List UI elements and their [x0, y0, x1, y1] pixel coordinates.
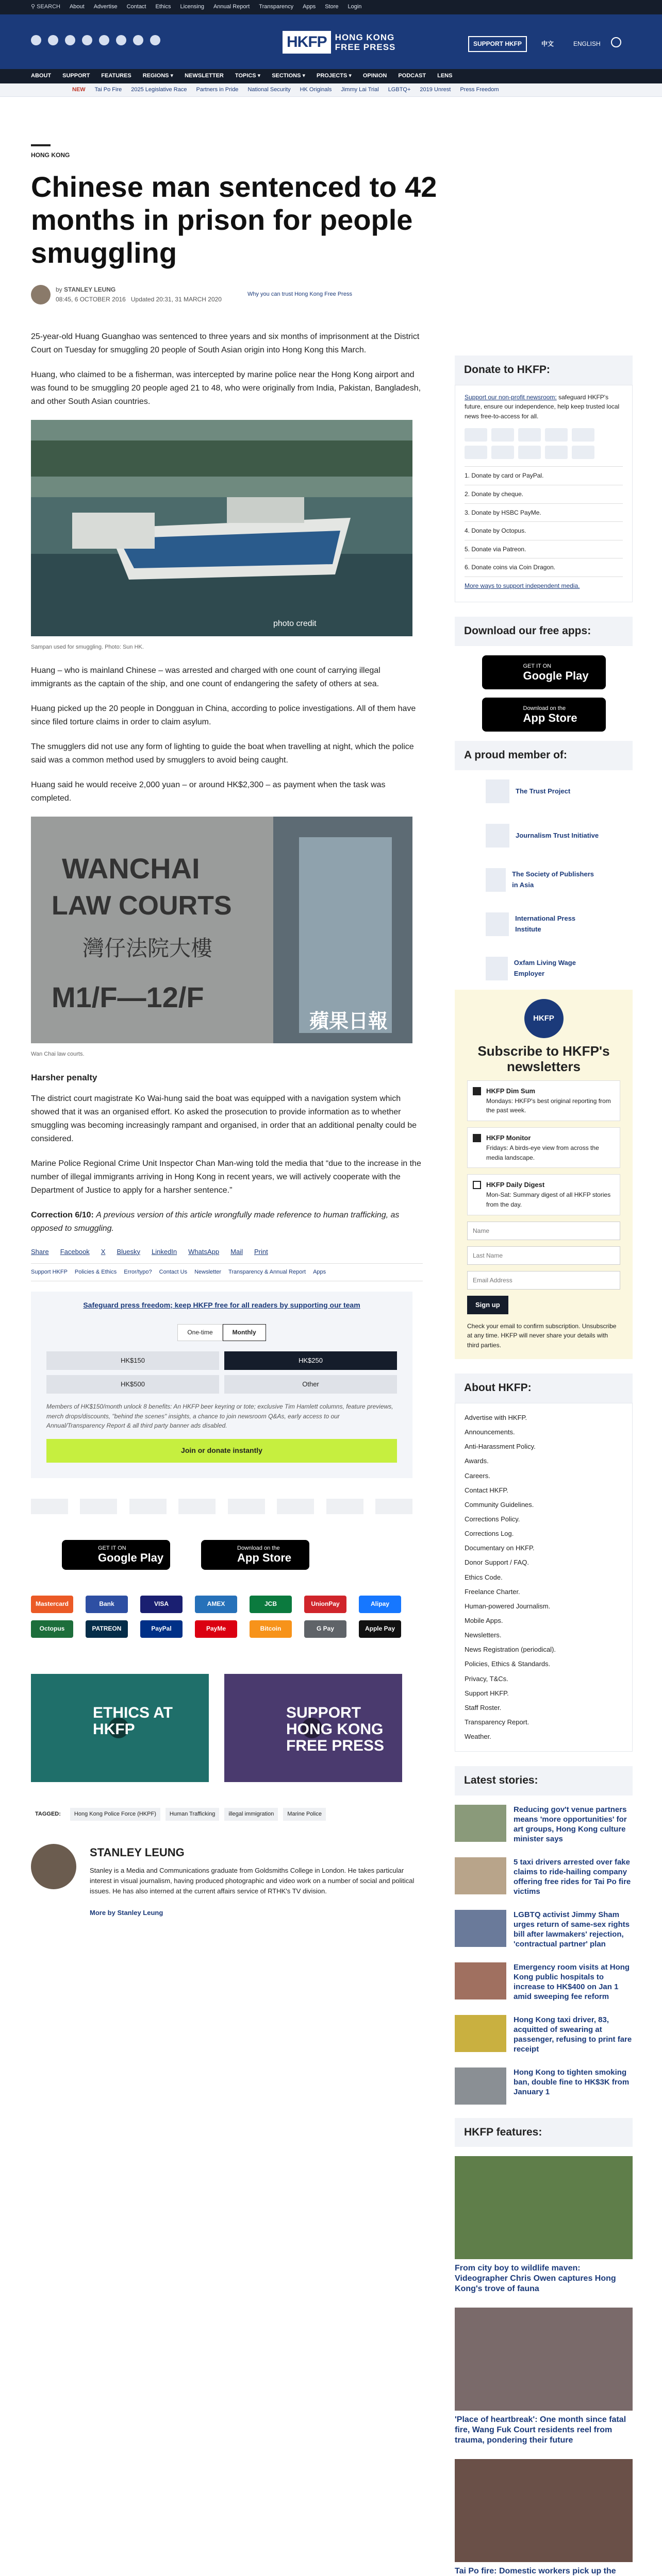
nav-about[interactable]: ABOUT — [31, 73, 52, 79]
paragraph: Huang picked up the 20 people in Dongguan in China, according to police investigations. All of them have since filed torture claims in order to claim asylum. — [31, 704, 416, 726]
article-title: Chinese man sentenced to 42 months in prison for people smuggling — [31, 170, 437, 269]
bank-icon[interactable]: Bank — [86, 1596, 128, 1613]
payme-icon[interactable]: PayMe — [195, 1620, 237, 1638]
gp-small: GET IT ON — [523, 663, 552, 669]
about-links — [455, 1403, 633, 1752]
latest-heading: Latest stories: — [455, 1766, 633, 1795]
feature-image[interactable] — [455, 2308, 633, 2411]
court-figure — [31, 817, 412, 1059]
nav-podcast[interactable]: PODCAST — [398, 73, 426, 79]
trending-link[interactable]: HK Originals — [300, 86, 332, 93]
byline-by: by — [56, 286, 62, 293]
story-title[interactable]: Hong Kong taxi driver, 83, acquitted of swearing at passenger, refusing to print fare receipt — [514, 2015, 632, 2054]
sidebar-apps — [455, 646, 633, 741]
search-icon[interactable] — [611, 37, 621, 47]
payment-logo — [491, 428, 514, 442]
tags-label: TAGGED: — [35, 1810, 61, 1817]
correction-text: A previous version of this article wrongfully made reference to human trafficking, as opposed to smuggling. — [31, 1210, 400, 1233]
sign-chinese: 灣仔法院大樓 — [82, 935, 213, 961]
app-store-row — [31, 1540, 423, 1570]
footer-link[interactable]: Contact Us — [159, 1268, 188, 1275]
top-link-login[interactable]: Login — [347, 4, 362, 10]
donate-method[interactable]: 2. Donate by cheque. — [465, 485, 623, 503]
oxfam-icon — [486, 957, 508, 980]
mastercard-icon[interactable]: Mastercard — [31, 1596, 73, 1613]
story-thumbnail[interactable] — [455, 1962, 506, 1999]
top-link-transparency[interactable]: Transparency — [259, 4, 294, 10]
partner-logo[interactable] — [178, 1499, 216, 1514]
tab-monthly[interactable]: Monthly — [223, 1324, 266, 1341]
nav-sections[interactable]: SECTIONS ▾ — [272, 73, 305, 79]
latest-stories — [455, 1805, 633, 2105]
paragraph: The district court magistrate Ko Wai-hung said the boat was equipped with a navigation system which showed that it was an organised effort. Ko asked the prosecution to provide information as to whether smuggling was becoming increasingly rampant and organised, in order that an additional penalty could be considered. — [31, 1094, 417, 1143]
about-link[interactable]: Careers. — [465, 1471, 490, 1480]
share-facebook-button[interactable]: Facebook — [60, 1247, 90, 1256]
more-ways-link[interactable]: More ways to support independent media. — [465, 577, 623, 595]
newsletter-note: Check your email to confirm subscription. Unsubscribe at any time. HKFP will never share your details with third parties. — [467, 1322, 617, 1349]
site-logo[interactable] — [283, 31, 395, 54]
donate-method[interactable]: 4. Donate by Octopus. — [465, 521, 623, 540]
lang-chinese-link[interactable]: 中文 — [541, 40, 554, 47]
about-heading: About HKFP: — [455, 1374, 633, 1403]
app-store-button[interactable] — [201, 1540, 309, 1570]
article-footer-links — [31, 1263, 423, 1281]
member-ipi[interactable] — [486, 912, 602, 936]
photo-watermark: photo credit — [273, 619, 317, 628]
footer-link[interactable]: Newsletter — [194, 1268, 222, 1275]
latest-story[interactable] — [455, 1805, 633, 1844]
donate-box — [455, 385, 633, 603]
story-title[interactable]: Reducing gov't venue partners means 'more opportunities' for art groups, Hong Kong culture minister says — [514, 1805, 627, 1843]
about-link[interactable]: Mobile Apps. — [465, 1617, 503, 1624]
story-thumbnail[interactable] — [455, 1857, 506, 1894]
about-link[interactable]: Documentary on HKFP. — [465, 1544, 535, 1552]
latest-story[interactable] — [455, 1962, 633, 2002]
sidebar-pay-logos — [465, 428, 623, 459]
video-title: SUPPORT HONG KONG FREE PRESS — [286, 1704, 385, 1754]
tag[interactable]: illegal immigration — [224, 1808, 278, 1821]
photo-caption: Sampan used for smuggling. Photo: Sun HK. — [31, 643, 144, 650]
gp-big: Google Play — [98, 1551, 164, 1565]
trending-link[interactable]: Press Freedom — [460, 86, 499, 93]
payment-logo — [518, 428, 541, 442]
nav-regions[interactable]: REGIONS ▾ — [142, 73, 174, 79]
nav-projects[interactable]: PROJECTS ▾ — [317, 73, 352, 79]
article-category[interactable]: HONG KONG — [31, 144, 51, 160]
article — [31, 98, 443, 1918]
about-link[interactable]: Weather. — [465, 1733, 491, 1741]
app-store-button[interactable] — [482, 698, 606, 732]
trending-link[interactable]: Partners in Pride — [196, 86, 239, 93]
byline — [31, 285, 443, 304]
apps-heading: Download our free apps: — [455, 617, 633, 646]
amount-option[interactable]: HK$150 — [46, 1351, 219, 1370]
member-oxfam[interactable] — [486, 957, 602, 980]
feature-image[interactable] — [455, 2156, 633, 2259]
facebook-icon[interactable] — [31, 35, 41, 45]
partner-logo[interactable] — [31, 1499, 68, 1514]
apple-pay-icon[interactable]: Apple Pay — [359, 1620, 401, 1638]
newsletter-signup — [455, 990, 633, 1360]
top-link-about[interactable]: About — [69, 4, 85, 10]
amount-other[interactable]: Other — [224, 1375, 397, 1394]
about-link[interactable]: Corrections Policy. — [465, 1515, 520, 1523]
author-bio: Stanley is a Media and Communications graduate from Goldsmiths College in London. He takes particular interest in visual journalism, having produced photographic and video work on a number of social and political issues. He has also interned at the current affairs service of RTHK's TV division. — [90, 1866, 415, 1895]
about-link[interactable]: Support HKFP. — [465, 1689, 509, 1697]
donate-method[interactable]: 3. Donate by HSBC PayMe. — [465, 503, 623, 522]
member-heading: A proud member of: — [455, 741, 633, 770]
visa-icon[interactable]: VISA — [140, 1596, 183, 1613]
about-link[interactable]: Policies, Ethics & Standards. — [465, 1660, 551, 1668]
checkbox-checked[interactable] — [473, 1134, 481, 1142]
footer-link[interactable]: Support HKFP — [31, 1268, 68, 1275]
google-play-button[interactable] — [62, 1540, 170, 1570]
story-title[interactable]: Emergency room visits at Hong Kong public hospitals to increase to HK$400 on Jan 1 amid sweeping fee reform — [514, 1962, 630, 2001]
support-hkfp-button[interactable]: SUPPORT HKFP — [468, 36, 527, 52]
story-thumbnail[interactable] — [455, 2067, 506, 2105]
main-nav — [0, 69, 662, 83]
trending-link[interactable]: LGBTQ+ — [388, 86, 411, 93]
join-button[interactable]: Join or donate instantly — [46, 1439, 397, 1463]
donate-heading: Donate to HKFP: — [455, 355, 633, 385]
patreon-icon[interactable]: PATREON — [86, 1620, 128, 1638]
updated-date: Updated 20:31, 31 MARCH 2020 — [130, 295, 222, 303]
tag-list — [31, 1808, 423, 1821]
tag[interactable]: Marine Police — [283, 1808, 326, 1821]
court-photo — [31, 817, 412, 1043]
member-label: International Press Institute — [515, 914, 576, 933]
top-link-apps[interactable]: Apps — [303, 4, 316, 10]
nav-support[interactable]: SUPPORT — [62, 73, 90, 79]
about-link[interactable]: Contact HKFP. — [465, 1486, 509, 1494]
paragraph: Huang said he would receive 2,000 yuan – or around HK$2,300 – as payment when the task was completed. — [31, 780, 386, 803]
option-name: HKFP Dim Sum — [486, 1087, 536, 1095]
nav-newsletter[interactable]: NEWSLETTER — [185, 73, 224, 79]
latest-story[interactable] — [455, 2067, 633, 2105]
member-jti[interactable] — [486, 824, 602, 848]
byline-author[interactable]: STANLEY LEUNG — [64, 286, 116, 293]
member-trust-project[interactable] — [486, 779, 602, 803]
payment-logo — [518, 446, 541, 459]
jti-icon — [486, 824, 509, 848]
payment-logo — [572, 428, 594, 442]
about-link[interactable]: Privacy, T&Cs. — [465, 1674, 508, 1683]
donate-note: Members of HK$150/month unlock 8 benefits: An HKFP beer keyring or tote; exclusive Tim Hamlett columns, feature previews, merch drops/discounts, "behind the scenes" insights, a chance to join newsroom Q&As, early access to our Annual/Transparency Report & all third party banner ads disabled. — [46, 1403, 393, 1430]
features-heading: HKFP features: — [455, 2118, 633, 2147]
about-link[interactable]: Announcements. — [465, 1428, 515, 1436]
option-name: HKFP Monitor — [486, 1133, 531, 1142]
author-box — [31, 1844, 423, 1918]
amount-option[interactable]: HK$500 — [46, 1375, 219, 1394]
payment-methods — [31, 1596, 423, 1638]
about-link[interactable]: Newsletters. — [465, 1631, 502, 1639]
newsletter-logo: HKFP — [524, 999, 564, 1038]
trending-link[interactable]: 2019 Unrest — [420, 86, 451, 93]
paragraph: The smugglers did not use any form of lighting to guide the boat when travelling at night, which the police said was a common method used by smugglers to avoid being caught. — [31, 742, 414, 765]
article-body — [31, 330, 423, 1918]
donate-card — [31, 1292, 412, 1478]
gp-big: Google Play — [523, 669, 589, 682]
publish-date: 08:45, 6 OCTOBER 2016 — [56, 295, 126, 303]
paragraph: Huang, who claimed to be a fisherman, was intercepted by marine police near the Hong Kong airport and was found to be smuggling 20 people aged 21 to 48, who were originally from India, Pakistan, Bangladesh, and other South Asian countries. — [31, 370, 421, 406]
name-input[interactable]: Name — [467, 1222, 620, 1240]
about-link[interactable]: Staff Roster. — [465, 1703, 502, 1711]
member-logos — [455, 770, 633, 990]
correction — [31, 1209, 423, 1235]
correction-label: Correction 6/10: — [31, 1210, 94, 1219]
instagram-icon[interactable] — [65, 35, 75, 45]
paragraph: 25-year-old Huang Guanghao was sentenced to three years and six months of imprisonment at the District Court on Tuesday for smuggling 20 people of South Asian origin into Hong Kong this March. — [31, 332, 420, 354]
donate-method[interactable]: 1. Donate by card or PayPal. — [465, 466, 623, 485]
donate-method[interactable]: 6. Donate coins via Coin Dragon. — [465, 558, 623, 577]
sign-line1: WANCHAI — [62, 852, 200, 885]
member-label: Journalism Trust Initiative — [516, 831, 599, 839]
share-mail-button[interactable]: Mail — [230, 1247, 243, 1256]
octopus-icon[interactable]: Octopus — [31, 1620, 73, 1638]
about-link[interactable]: Awards. — [465, 1457, 489, 1465]
subheading: Harsher penalty — [31, 1073, 97, 1083]
payment-logo — [545, 446, 568, 459]
option-desc: Fridays: A birds-eye view from across the media landscape. — [486, 1144, 599, 1161]
mail-icon[interactable] — [133, 35, 143, 45]
member-label: The Society of Publishers in Asia — [512, 870, 594, 889]
unionpay-icon[interactable]: UnionPay — [304, 1596, 346, 1613]
donate-frequency-tabs — [46, 1324, 397, 1341]
paypal-icon[interactable]: PayPal — [140, 1620, 183, 1638]
video-row — [31, 1674, 423, 1782]
x-icon[interactable] — [48, 35, 58, 45]
google-play-button[interactable] — [482, 655, 606, 689]
payment-logo — [465, 428, 487, 442]
trending-link[interactable]: Tai Po Fire — [94, 86, 122, 93]
partner-logo[interactable] — [80, 1499, 117, 1514]
trending-link[interactable]: 2025 Legislative Race — [131, 86, 187, 93]
logo-line1: HONG KONG — [335, 32, 395, 42]
author-avatar — [31, 285, 51, 304]
about-link[interactable]: News Registration (periodical). — [465, 1646, 556, 1654]
search-link[interactable]: ⚲ SEARCH — [31, 4, 60, 10]
share-label: Share — [31, 1247, 49, 1256]
nav-topics[interactable]: TOPICS ▾ — [235, 73, 261, 79]
story-thumbnail[interactable] — [455, 2015, 506, 2052]
story-title[interactable]: LGBTQ activist Jimmy Sham urges return of same-sex rights bill after lawmakers' rejection, 'contractual partner' plan — [514, 1910, 630, 1948]
partner-logo[interactable] — [375, 1499, 412, 1514]
option-desc: Mon-Sat: Summary digest of all HKFP stories from the day. — [486, 1191, 611, 1208]
jcb-icon[interactable]: JCB — [250, 1596, 292, 1613]
share-bluesky-button[interactable]: Bluesky — [117, 1247, 140, 1256]
share-x-button[interactable]: X — [101, 1247, 106, 1256]
partner-logo[interactable] — [228, 1499, 265, 1514]
trending-nav — [0, 83, 662, 97]
option-name: HKFP Daily Digest — [486, 1181, 545, 1189]
latest-story[interactable] — [455, 1857, 633, 1896]
partner-logo[interactable] — [277, 1499, 314, 1514]
about-link[interactable]: Corrections Log. — [465, 1530, 514, 1538]
share-whatsapp-button[interactable]: WhatsApp — [188, 1247, 220, 1256]
about-link[interactable]: Ethics Code. — [465, 1573, 503, 1581]
about-link[interactable]: Community Guidelines. — [465, 1500, 534, 1509]
trending-link[interactable]: Jimmy Lai Trial — [341, 86, 379, 93]
sopa-icon — [486, 868, 506, 892]
donate-methods — [465, 466, 623, 595]
boat-photo — [31, 420, 412, 636]
nav-opinion[interactable]: OPINION — [362, 73, 387, 79]
donate-intro — [465, 393, 623, 421]
tab-one-time[interactable]: One-time — [177, 1324, 222, 1341]
payment-logo — [572, 446, 594, 459]
story-thumbnail[interactable] — [455, 1805, 506, 1842]
bitcoin-icon[interactable]: Bitcoin — [250, 1620, 292, 1638]
about-link[interactable]: Anti-Harassment Policy. — [465, 1443, 536, 1451]
donate-method[interactable]: 5. Donate via Patreon. — [465, 540, 623, 558]
as-big: App Store — [237, 1551, 292, 1565]
about-link[interactable]: Human-powered Journalism. — [465, 1602, 551, 1610]
youtube-icon[interactable] — [99, 35, 109, 45]
footer-link[interactable]: Policies & Ethics — [74, 1268, 117, 1275]
story-title[interactable]: 5 taxi drivers arrested over fake claims to ride-hailing company offering free rides for Tai Po fire victims — [514, 1857, 631, 1896]
trust-link[interactable]: Why you can trust Hong Kong Free Press — [247, 291, 352, 298]
signup-button[interactable]: Sign up — [467, 1296, 508, 1314]
footer-link[interactable]: Error/typo? — [124, 1268, 152, 1275]
amount-option-selected[interactable]: HK$250 — [224, 1351, 397, 1370]
partner-logo[interactable] — [326, 1499, 363, 1514]
alipay-icon[interactable]: Alipay — [359, 1596, 401, 1613]
checkbox[interactable] — [473, 1181, 481, 1189]
member-label: The Trust Project — [516, 787, 571, 795]
partner-logos — [31, 1499, 412, 1514]
payment-logo — [465, 446, 487, 459]
feature-title[interactable]: From city boy to wildlife maven: Videographer Chris Owen captures Hong Kong's trove of fauna — [455, 2264, 616, 2294]
newsletter-option[interactable] — [467, 1174, 620, 1215]
checkbox-checked[interactable] — [473, 1087, 481, 1095]
nav-features[interactable]: FEATURES — [101, 73, 131, 79]
ipi-icon — [486, 912, 509, 936]
feature-image[interactable] — [455, 2459, 633, 2562]
photo-caption: Wan Chai law courts. — [31, 1051, 85, 1058]
sidebar — [455, 355, 633, 2576]
newsletter-option[interactable] — [467, 1127, 620, 1168]
share-bar — [31, 1247, 423, 1257]
as-small: Download on the — [237, 1545, 280, 1552]
trust-project-icon — [486, 779, 509, 803]
nav-lens[interactable]: LENS — [437, 73, 453, 79]
top-link-ethics[interactable]: Ethics — [155, 4, 171, 10]
google-pay-icon[interactable]: G Pay — [304, 1620, 346, 1638]
logo-mark: HKFP — [283, 31, 331, 54]
social-icons — [31, 35, 160, 45]
gp-small: GET IT ON — [98, 1545, 126, 1552]
donate-intro-link[interactable]: Support our non-profit newsroom: — [465, 393, 557, 401]
footer-link[interactable]: Transparency & Annual Report — [228, 1268, 306, 1275]
tag[interactable]: Human Trafficking — [166, 1808, 219, 1821]
footer-link[interactable]: Apps — [313, 1268, 326, 1275]
donate-intro-text: safeguard HKFP's future, ensure our independence, help keep trusted local news free-to-access for all. — [465, 393, 620, 420]
masthead — [0, 14, 662, 69]
video-support[interactable] — [224, 1674, 402, 1782]
video-ethics[interactable] — [31, 1674, 209, 1782]
donate-title[interactable]: Safeguard press freedom; keep HKFP free for all readers by supporting our team — [83, 1300, 360, 1309]
feature-title[interactable]: 'Place of heartbreak': One month since fatal fire, Wang Fuk Court residents reel from trauma, pondering their future — [455, 2415, 626, 2445]
newsletter-option[interactable] — [467, 1080, 620, 1121]
story-title[interactable]: Hong Kong to tighten smoking ban, double fine to HK$3K from January 1 — [514, 2067, 630, 2096]
top-link-licensing[interactable]: Licensing — [180, 4, 204, 10]
features-list — [455, 2156, 633, 2576]
paragraph: Marine Police Regional Crime Unit Inspector Chan Man-wing told the media that “due to the increase in the number of illegal immigrants arriving in Hong Kong in recent years, we will actively cooperate with the Department of Justice to apply for a harsher sentence.” — [31, 1159, 421, 1195]
feature-title[interactable]: Tai Po fire: Domestic workers pick up the — [455, 2567, 616, 2576]
email-input[interactable]: Email Address — [467, 1271, 620, 1290]
logo-line2: FREE PRESS — [335, 42, 396, 52]
member-sopa[interactable] — [486, 868, 602, 892]
as-big: App Store — [523, 711, 577, 724]
share-linkedin-button[interactable]: LinkedIn — [152, 1247, 177, 1256]
logo-text — [335, 32, 396, 52]
top-link-annual-report[interactable]: Annual Report — [213, 4, 250, 10]
amex-icon[interactable]: AMEX — [195, 1596, 237, 1613]
payment-logo — [491, 446, 514, 459]
payment-logo — [545, 428, 568, 442]
top-utility-bar — [0, 0, 662, 14]
partner-logo[interactable] — [129, 1499, 167, 1514]
lang-english-link[interactable]: ENGLISH — [573, 40, 601, 47]
new-badge: NEW — [72, 86, 86, 93]
byline-text — [56, 285, 222, 304]
sign-floor: M1/F—12/F — [52, 980, 204, 1013]
member-label: Oxfam Living Wage Employer — [514, 959, 576, 977]
search-label: SEARCH — [37, 4, 60, 10]
newsletter-title: Subscribe to HKFP's newsletters — [477, 1043, 610, 1074]
author-photo — [31, 1844, 76, 1889]
boat-figure — [31, 420, 412, 652]
latest-story[interactable] — [455, 1910, 633, 1949]
option-desc: Mondays: HKFP's best original reporting from the past week. — [486, 1097, 611, 1114]
paragraph: Huang – who is mainland Chinese – was arrested and charged with one count of carrying illegal immigrants as the captain of the ship, and one count of endangering the safety of others at sea. — [31, 666, 380, 688]
about-link[interactable]: Advertise with HKFP. — [465, 1414, 527, 1422]
last-name-input[interactable]: Last Name — [467, 1246, 620, 1265]
story-thumbnail[interactable] — [455, 1910, 506, 1947]
latest-story[interactable] — [455, 2015, 633, 2054]
linkedin-icon[interactable] — [116, 35, 126, 45]
about-link[interactable]: Transparency Report. — [465, 1718, 529, 1726]
author-name[interactable]: STANLEY LEUNG — [90, 1845, 185, 1859]
top-link-store[interactable]: Store — [325, 4, 339, 10]
threads-icon[interactable] — [82, 35, 92, 45]
as-small: Download on the — [523, 705, 566, 711]
top-link-contact[interactable]: Contact — [126, 4, 146, 10]
tag[interactable]: Hong Kong Police Force (HKPF) — [70, 1808, 160, 1821]
about-link[interactable]: Freelance Charter. — [465, 1587, 520, 1596]
sign-line2: LAW COURTS — [52, 890, 232, 921]
video-title: ETHICS AT HKFP — [93, 1704, 173, 1738]
about-link[interactable]: Donor Support / FAQ. — [465, 1558, 529, 1567]
photo-watermark: 蘋果日報 — [309, 1009, 388, 1032]
trending-link[interactable]: National Security — [247, 86, 291, 93]
top-link-advertise[interactable]: Advertise — [93, 4, 118, 10]
donate-amounts — [46, 1351, 397, 1394]
rss-icon[interactable] — [150, 35, 160, 45]
share-print-button[interactable]: Print — [254, 1247, 268, 1256]
more-by-author-link[interactable]: More by Stanley Leung — [90, 1908, 163, 1917]
